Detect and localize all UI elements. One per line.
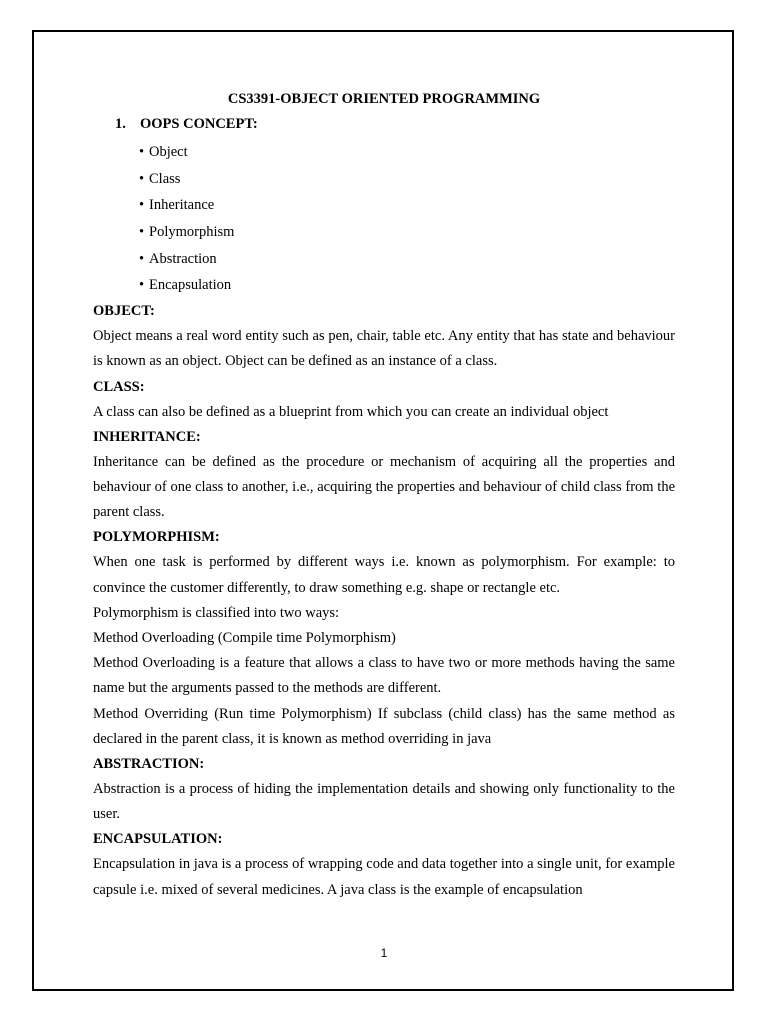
- concept-label: Inheritance: [149, 197, 215, 214]
- list-item: [139, 219, 675, 246]
- document-title: CS3391-OBJECT ORIENTED PROGRAMMING: [227, 91, 541, 107]
- concept-label: Class: [149, 170, 181, 187]
- polymorphism-paragraph: When one task is performed by different ways i.e. known as polymorphism. For example: to convince the customer differently, to draw something e.g. shape or rectangle etc.: [93, 554, 675, 596]
- overloading-title: Method Overloading (Compile time Polymorphism): [93, 629, 396, 646]
- list-item: [139, 246, 675, 273]
- overloading-paragraph: Method Overloading is a feature that allows a class to have two or more methods having the same name but the arguments passed to the methods are different.: [93, 655, 675, 697]
- inheritance-heading: INHERITANCE:: [93, 428, 201, 445]
- document-body: [93, 87, 675, 903]
- section-title: OOPS CONCEPT:: [140, 116, 258, 132]
- bullet-icon: •: [139, 197, 145, 214]
- polymorphism-classified-line: Polymorphism is classified into two ways:: [93, 604, 340, 621]
- concept-label: Object: [149, 144, 188, 160]
- abstraction-heading: ABSTRACTION:: [93, 755, 205, 772]
- concept-list: [93, 139, 675, 299]
- inheritance-paragraph: Inheritance can be defined as the procedure or mechanism of acquiring all the properties and behaviour of one class to another, i.e., acquiring the properties and behaviour of child class from the parent class.: [93, 453, 675, 521]
- bullet-icon: •: [139, 170, 145, 187]
- page-number: 1: [380, 946, 388, 960]
- list-item: [139, 272, 675, 299]
- list-item: [139, 192, 675, 219]
- bullet-icon: •: [139, 277, 145, 294]
- section-heading: [93, 112, 675, 139]
- abstraction-paragraph: Abstraction is a process of hiding the implementation details and showing only functionality to the user.: [93, 780, 675, 823]
- class-heading: CLASS:: [93, 378, 145, 395]
- overriding-paragraph: Method Overriding (Run time Polymorphism) If subclass (child class) has the same method as declared in the parent class, it is known as method overriding in java: [93, 705, 675, 747]
- object-paragraph: Object means a real word entity such as pen, chair, table etc. Any entity that has state and behaviour is known as an object. Object can be defined as an instance of a class.: [93, 328, 675, 370]
- object-heading: OBJECT:: [93, 303, 155, 320]
- class-paragraph: A class can also be defined as a blueprint from which you can create an individual object: [93, 403, 609, 420]
- bullet-icon: •: [139, 224, 145, 241]
- list-item: [139, 139, 675, 166]
- polymorphism-heading: POLYMORPHISM:: [93, 529, 220, 546]
- concept-label: Abstraction: [149, 250, 217, 267]
- encapsulation-heading: ENCAPSULATION:: [93, 831, 223, 848]
- section-number: 1.: [115, 116, 126, 132]
- encapsulation-paragraph: Encapsulation in java is a process of wrapping code and data together into a single unit, for example capsule i.e. mixed of several medicines. A java class is the example of encapsulation: [93, 856, 675, 898]
- list-item: [139, 166, 675, 193]
- bullet-icon: •: [139, 144, 145, 160]
- bullet-icon: •: [139, 250, 145, 267]
- concept-label: Encapsulation: [149, 277, 232, 294]
- concept-label: Polymorphism: [149, 224, 235, 241]
